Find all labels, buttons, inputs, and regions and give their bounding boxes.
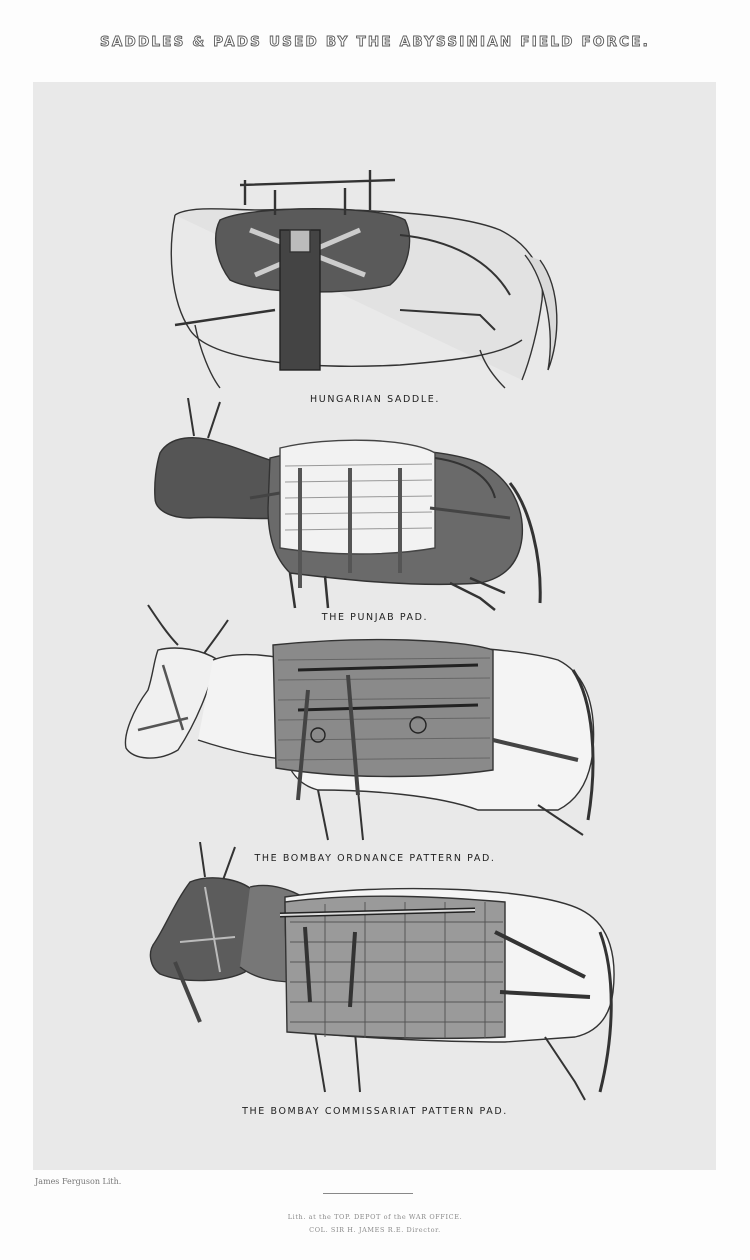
bombay-ordnance-pad-illustration: [118, 600, 598, 845]
imprint-line-2: COL. SIR H. JAMES R.E. Director.: [309, 1226, 441, 1234]
caption-hungarian-saddle: HUNGARIAN SADDLE.: [310, 394, 440, 405]
artist-signature: James Ferguson Lith.: [35, 1177, 122, 1186]
caption-bombay-commissariat-pad: THE BOMBAY COMMISSARIAT PATTERN PAD.: [242, 1106, 508, 1117]
hungarian-saddle-illustration: [150, 160, 580, 390]
bombay-commissariat-pad-illustration: [145, 842, 625, 1102]
plate-title: SADDLES & PADS USED BY THE ABYSSINIAN FIELD FORCE.: [99, 34, 651, 50]
imprint-line-1: Lith. at the TOP. DEPOT of the WAR OFFICE.: [287, 1213, 463, 1221]
caption-punjab-pad: THE PUNJAB PAD.: [321, 612, 429, 623]
imprint-rule: [323, 1193, 413, 1194]
caption-bombay-ordnance-pad: THE BOMBAY ORDNANCE PATTERN PAD.: [254, 853, 496, 864]
punjab-pad-illustration: [150, 398, 550, 613]
